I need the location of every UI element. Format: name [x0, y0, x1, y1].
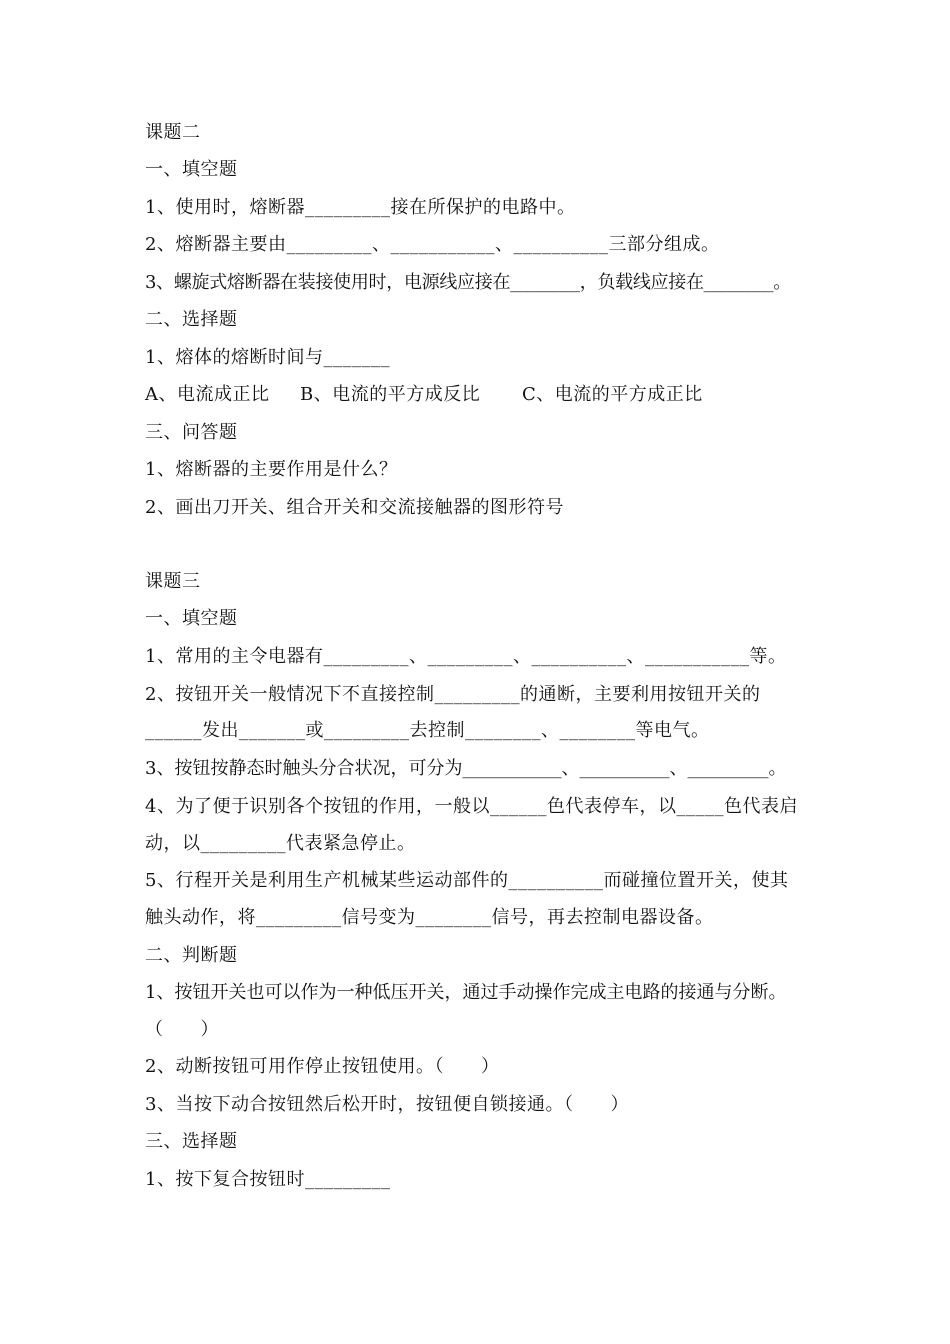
topic3-fill-line-6: 动，以_________代表紧急停止。: [145, 833, 416, 854]
topic3-choice-question: 1、按下复合按钮时_________: [145, 1169, 391, 1190]
topic3-title: 课题三: [145, 571, 201, 592]
choice-option-c: C、电流的平方成正比: [522, 384, 703, 405]
choice-option-a: A、电流成正比: [145, 384, 270, 405]
topic3-fill-line-5: 4、为了便于识别各个按钮的作用，一般以______色代表停车，以_____色代表启: [145, 796, 798, 817]
topic3-fill-line-7: 5、行程开关是利用生产机械某些运动部件的__________而碰撞位置开关，使其: [145, 870, 789, 891]
topic2-qa-heading: 三、问答题: [145, 422, 238, 443]
topic2-qa-item-1: 1、熔断器的主要作用是什么？: [145, 459, 398, 480]
topic2-fill-item-2: 2、熔断器主要由_________、___________、__________三部分组成。: [145, 234, 720, 255]
topic2-choice-question: 1、熔体的熔断时间与_______: [145, 347, 390, 368]
topic3-fill-line-8: 触头动作，将_________信号变为________信号，再去控制电器设备。: [145, 907, 714, 928]
topic3-fill-line-2: 2、按钮开关一般情况下不直接控制_________的通断，主要利用按钮开关的: [145, 684, 761, 705]
topic2-choice-heading: 二、选择题: [145, 309, 238, 330]
topic2-fill-heading: 一、填空题: [145, 159, 238, 180]
topic3-choice-heading: 三、选择题: [145, 1131, 238, 1152]
topic3-judge-line-4: 3、当按下动合按钮然后松开时，按钮便自锁接通。（ ）: [145, 1094, 629, 1115]
topic3-fill-line-4: 3、按钮按静态时触头分合状况，可分为___________、__________、_________。: [145, 758, 787, 779]
topic3-judge-line-1: 1、按钮开关也可以作为一种低压开关，通过手动操作完成主电路的接通与分断。: [145, 982, 787, 1003]
topic2-fill-item-1: 1、使用时，熔断器_________接在所保护的电路中。: [145, 197, 576, 218]
topic2-fill-item-3: 3、螺旋式熔断器在装接使用时，电源线应接在________，负载线应接在________。: [145, 272, 791, 293]
topic3-judge-heading: 二、判断题: [145, 945, 238, 966]
choice-option-b: B、电流的平方成反比: [300, 384, 481, 405]
topic2-title: 课题二: [145, 122, 201, 143]
topic3-judge-line-2: （ ）: [145, 1019, 219, 1040]
topic2-qa-item-2: 2、画出刀开关、组合开关和交流接触器的图形符号: [145, 497, 564, 518]
topic3-fill-line-1: 1、常用的主令电器有_________、_________、__________、___________等。: [145, 646, 787, 667]
topic3-fill-line-3: ______发出_______或_________去控制________、________等电气。: [145, 720, 710, 741]
topic3-fill-heading: 一、填空题: [145, 608, 238, 629]
topic3-judge-line-3: 2、动断按钮可用作停止按钮使用。（ ）: [145, 1056, 500, 1077]
